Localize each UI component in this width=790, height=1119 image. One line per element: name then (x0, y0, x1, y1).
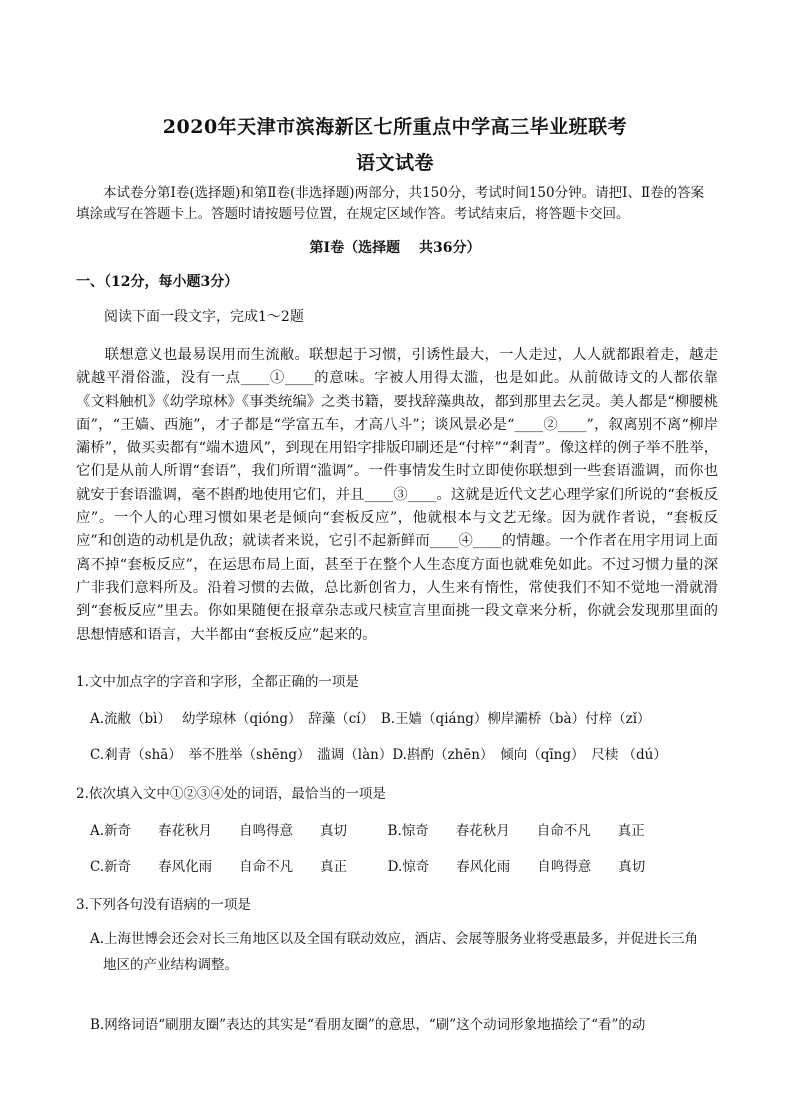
question-2-options-cd: C.新奇 春风化雨 自命不凡 真正 D.惊奇 春风化雨 自鸣得意 真切 (90, 859, 646, 875)
question-3-option-a (90, 926, 718, 978)
reading-instruction: 阅读下面一段文字，完成1～2题 (104, 309, 304, 325)
question-1-options-cd: C.剎青（shā） 举不胜举（shēng） 滥调（làn）D.斟酌（zhēn） 倾向（qīng） 尺椟 （dú） (90, 747, 667, 763)
question-3-option-a-line1: A.上海世博会还会对长三角地区以及全国有联动效应，酒店、会展等服务业将受惠最多，并促进长三角 (90, 931, 699, 947)
question-1-stem: 1.文中加点字的字音和字形，全都正确的一项是 (76, 674, 359, 690)
exam-instructions: 本试卷分第Ⅰ卷(选择题)和第Ⅱ卷(非选择题)两部分，共150分，考试时间150分钟。请把Ⅰ、Ⅱ卷的答案填涂或写在答题卡上。答题时请按题号位置，在规定区域作答。考试结束后，将答题卡交回。 (76, 185, 705, 222)
question-3-option-b-line1: B.网络词语“刷朋友圈”表达的其实是“看朋友圈”的意思，“刷”这个动词形象地描绘了“看”的动 (90, 1017, 646, 1033)
question-3-option-a-line2: 地区的产业结构调整。 (103, 957, 238, 973)
passage-text: 联想意义也最易误用而生流敝。联想起于习惯，引诱性最大，一人走过，人人就都跟着走，越走就越平滑俗滥，没有一点____①____的意味。字被人用得太滥，也是如此。从前做诗文的人都依靠《文料触机》《幼学琼林》《事类统编》之类书籍，要找辞藻典故，都到那里去乞灵。美人都是“柳腰桃面”，“王嫱、西施”，才子都是“学富五车，才高八斗”；谈风景必是“____②____”，叙离别不离“柳岸灞桥”，做买卖都有“端木遗风”，到现在用铅字排版印刷还是“付梓”“剎青”。像这样的例子举不胜举，它们是从前人所谓“套语”，我们所谓“滥调”。一件事情发生时立即使你联想到一些套语滥调，而你也就安于套语滥调，毫不斟酌地使用它们，并且____③____。这就是近代文艺心理学家们所说的“套板反应”。一个人的心理习惯如果老是倾向“套板反应”，他就根本与文艺无缘。因为就作者说，“套板反应”和创造的动机是仇敌；就读者来说，它引不起新鲜而____④____的情趣。一个作者在用字用词上面离不掉“套板反应”，在运思布局上面，甚至于在整个人生态度方面也就难免如此。不过习惯力量的深广非我们意料所及。沿着习惯的去做，总比新创省力，人生来有惰性，常使我们不知不觉地一滑就滑到“套板反应”里去。你如果随便在报章杂志或尺椟宣言里面挑一段文章来分析，你就会发现那里面的思想情感和语言，大半都由“套板反应”起来的。 (76, 347, 718, 643)
question-3-stem: 3.下列各句没有语病的一项是 (76, 897, 251, 913)
part-one-title: 第Ⅰ卷（选择题 共36分） (309, 240, 481, 256)
question-2-options-ab: A.新奇 春花秋月 自鸣得意 真切 B.惊奇 春花秋月 自命不凡 真正 (90, 823, 645, 839)
exam-title: 2020年天津市滨海新区七所重点中学高三毕业班联考 (162, 116, 628, 138)
reading-passage (76, 344, 718, 647)
question-2-stem: 2.依次填入文中①②③④处的词语，最恰当的一项是 (76, 786, 386, 802)
question-1-options-ab: A.流敝（bì） 幼学琼林（qióng） 辞藻（cí） B.王嫱（qiáng）柳岸灞桥（bà）付梓（zǐ） (90, 711, 651, 727)
exam-subtitle: 语文试卷 (355, 152, 434, 174)
section-one-title: 一、（12分，每小题3分） (76, 274, 239, 290)
question-3-option-b (90, 1012, 718, 1038)
